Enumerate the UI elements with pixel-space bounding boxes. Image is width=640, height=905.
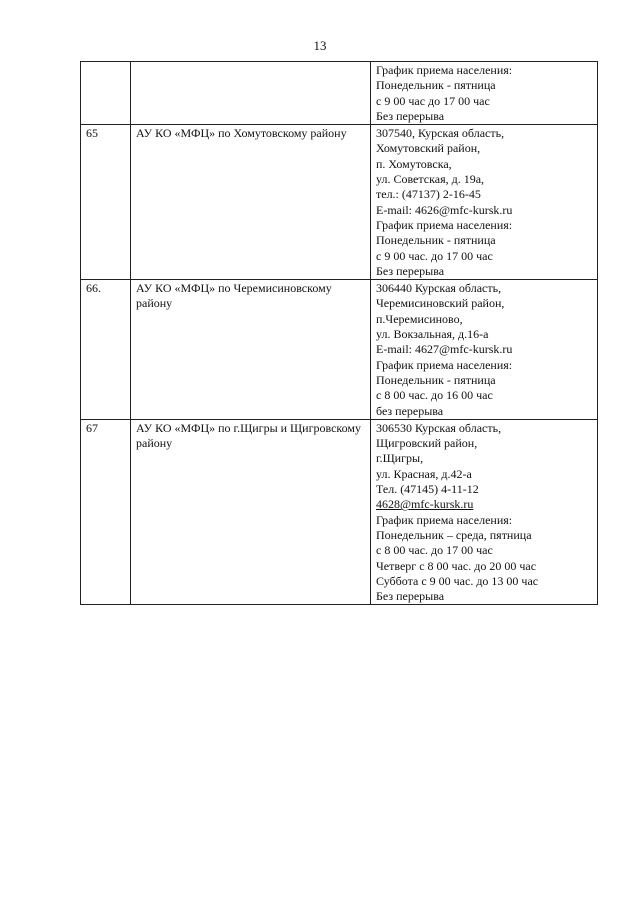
- row-number: [81, 62, 131, 125]
- office-details: [371, 419, 598, 605]
- detail-line: Четверг с 8 00 час. до 20 00 час: [376, 558, 537, 573]
- detail-line: г.Щигры,: [376, 451, 424, 466]
- email-link[interactable]: 4628@mfc-kursk.ru: [376, 497, 474, 512]
- detail-line: 306530 Курская область,: [376, 420, 502, 435]
- detail-line: тел.: (47137) 2-16-45: [376, 187, 481, 202]
- detail-line: График приема населения:: [376, 357, 513, 372]
- detail-line: Без перерыва: [376, 263, 445, 278]
- detail-line: ул. Красная, д.42-а: [376, 466, 472, 481]
- row-number: 66.: [81, 280, 131, 420]
- detail-line: E-mail: 4626@mfc-kursk.ru: [376, 202, 513, 217]
- office-details: [371, 280, 598, 420]
- detail-line: Понедельник - пятница: [376, 372, 496, 387]
- detail-line: Без перерыва: [376, 589, 445, 604]
- detail-line: График приема населения:: [376, 512, 513, 527]
- office-name: [131, 62, 371, 125]
- detail-line: Без перерыва: [376, 108, 445, 123]
- detail-line: Черемисиновский район,: [376, 296, 505, 311]
- office-details: [371, 62, 598, 125]
- table-row: [81, 125, 598, 280]
- table-row: [81, 280, 598, 420]
- table-row: [81, 419, 598, 605]
- detail-line: с 9 00 час. до 17 00 час: [376, 248, 493, 263]
- office-details: [371, 125, 598, 280]
- detail-line: Понедельник - пятница: [376, 78, 496, 93]
- office-name: АУ КО «МФЦ» по Хомутовскому району: [131, 125, 371, 280]
- row-number: 67: [81, 419, 131, 605]
- detail-line: График приема населения:: [376, 217, 513, 232]
- office-name: АУ КО «МФЦ» по Черемисиновскому району: [131, 280, 371, 420]
- detail-line: без перерыва: [376, 403, 444, 418]
- detail-line: E-mail: 4627@mfc-kursk.ru: [376, 342, 513, 357]
- detail-line: Понедельник – среда, пятница: [376, 527, 532, 542]
- detail-line: п.Черемисиново,: [376, 311, 463, 326]
- table-row: [81, 62, 598, 125]
- detail-line: ул. Вокзальная, д.16-а: [376, 327, 489, 342]
- detail-line: Суббота с 9 00 час. до 13 00 час: [376, 573, 539, 588]
- detail-line: с 9 00 час до 17 00 час: [376, 93, 490, 108]
- mfc-offices-table: [80, 61, 598, 605]
- detail-line: п. Хомутовска,: [376, 156, 452, 171]
- page-number: 13: [313, 38, 327, 53]
- detail-line: График приема населения:: [376, 63, 513, 77]
- row-number: 65: [81, 125, 131, 280]
- detail-line: Хомутовский район,: [376, 141, 481, 156]
- detail-line: Понедельник - пятница: [376, 233, 496, 248]
- detail-line: с 8 00 час. до 16 00 час: [376, 388, 493, 403]
- office-name: АУ КО «МФЦ» по г.Щигры и Щигровскому району: [131, 419, 371, 605]
- detail-line: Щигровский район,: [376, 436, 478, 451]
- detail-line: Тел. (47145) 4-11-12: [376, 482, 479, 497]
- detail-line: с 8 00 час. до 17 00 час: [376, 543, 493, 558]
- detail-line: ул. Советская, д. 19а,: [376, 172, 485, 187]
- detail-line: 306440 Курская область,: [376, 281, 502, 296]
- detail-line: 307540, Курская область,: [376, 126, 505, 141]
